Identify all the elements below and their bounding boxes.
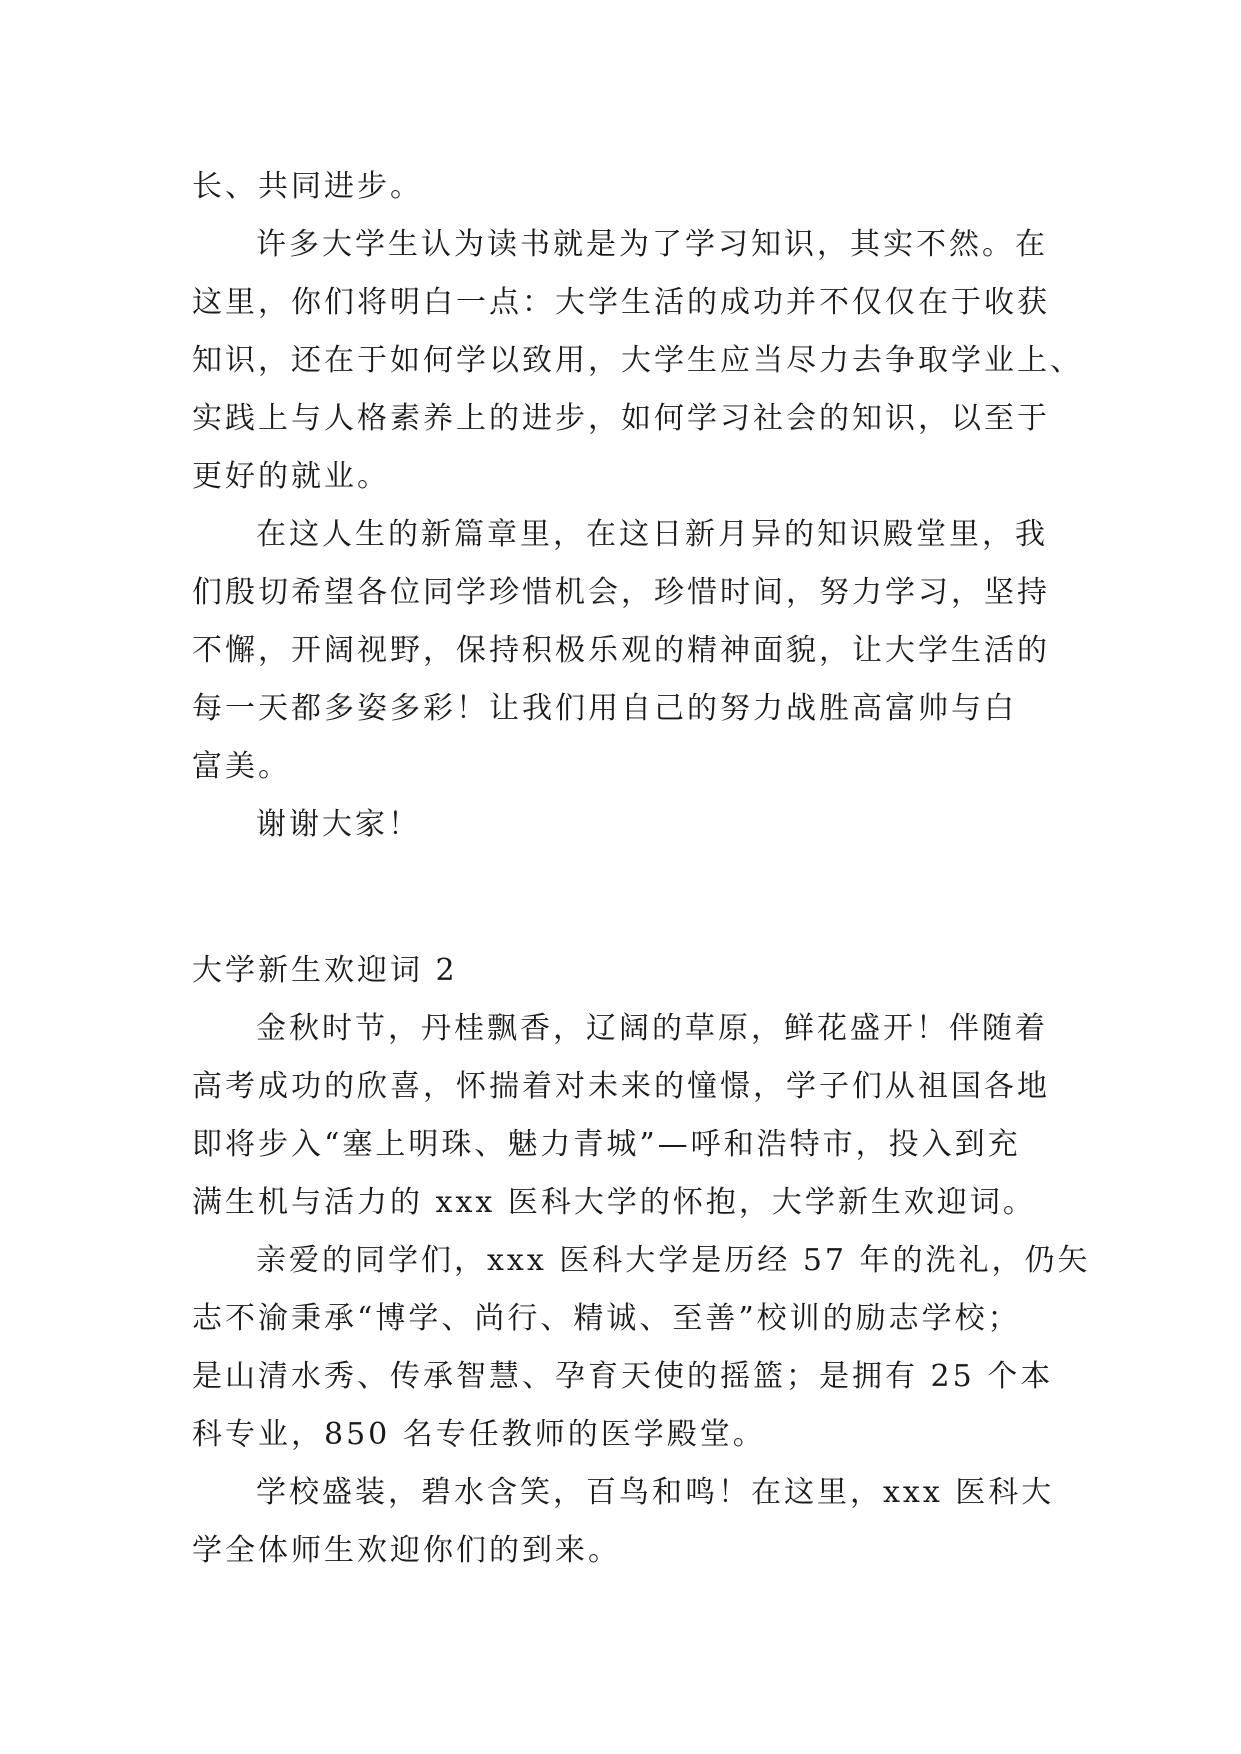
- text-line: 富美。: [192, 749, 291, 784]
- document-page: [192, 158, 1091, 1580]
- text-line: 知识，还在于如何学以致用，大学生应当尽力去争取学业上、: [192, 343, 1083, 378]
- text-line: 这里，你们将明白一点：大学生活的成功并不仅仅在于收获: [192, 285, 1050, 320]
- paragraph: [192, 158, 1052, 216]
- paragraph: [192, 216, 1083, 506]
- text-line: 满生机与活力的 xxx 医科大学的怀抱，大学新生欢迎词。: [192, 1185, 1036, 1220]
- section-2: [192, 942, 1091, 1580]
- text-line: 实践上与人格素养上的进步，如何学习社会的知识，以至于: [192, 401, 1050, 436]
- text-line: 亲爱的同学们，xxx 医科大学是历经 57 年的洗礼，仍矢: [256, 1243, 1091, 1278]
- text-line: 谢谢大家！: [256, 807, 421, 842]
- section-title: 大学新生欢迎词 2: [192, 953, 458, 988]
- paragraph: [192, 506, 1052, 796]
- text-line: 即将步入“塞上明珠、魅力青城”—呼和浩特市，投入到充: [192, 1127, 1021, 1162]
- text-line: 高考成功的欣喜，怀揣着对未来的憧憬，学子们从祖国各地: [192, 1069, 1050, 1104]
- text-line: 学校盛装，碧水含笑，百鸟和鸣！在这里，xxx 医科大: [256, 1475, 1055, 1510]
- paragraph: [192, 1464, 1055, 1580]
- text-line: 更好的就业。: [192, 459, 390, 494]
- text-line: 学全体师生欢迎你们的到来。: [192, 1533, 621, 1568]
- text-line: 不懈，开阔视野，保持积极乐观的精神面貌，让大学生活的: [192, 633, 1050, 668]
- text-line: 志不渝秉承“博学、尚行、精诚、至善”校训的励志学校；: [192, 1301, 1021, 1336]
- text-line: 长、共同进步。: [192, 169, 423, 204]
- text-line: 许多大学生认为读书就是为了学习知识，其实不然。在: [256, 227, 1048, 262]
- paragraph: [192, 1232, 1091, 1464]
- paragraph: [192, 796, 1052, 854]
- section-gap: [192, 854, 1052, 942]
- text-line: 科专业，850 名专任教师的医学殿堂。: [192, 1417, 766, 1452]
- text-line: 每一天都多姿多彩！让我们用自己的努力战胜高富帅与白: [192, 691, 1017, 726]
- section-1: [192, 158, 1083, 854]
- text-line: 在这人生的新篇章里，在这日新月异的知识殿堂里，我: [256, 517, 1048, 552]
- text-line: 是山清水秀、传承智慧、孕育天使的摇篮；是拥有 25 个本: [192, 1359, 1054, 1394]
- text-line: 们殷切希望各位同学珍惜机会，珍惜时间，努力学习，坚持: [192, 575, 1050, 610]
- text-line: 金秋时节，丹桂飘香，辽阔的草原，鲜花盛开！伴随着: [256, 1011, 1048, 1046]
- paragraph: [192, 1000, 1052, 1232]
